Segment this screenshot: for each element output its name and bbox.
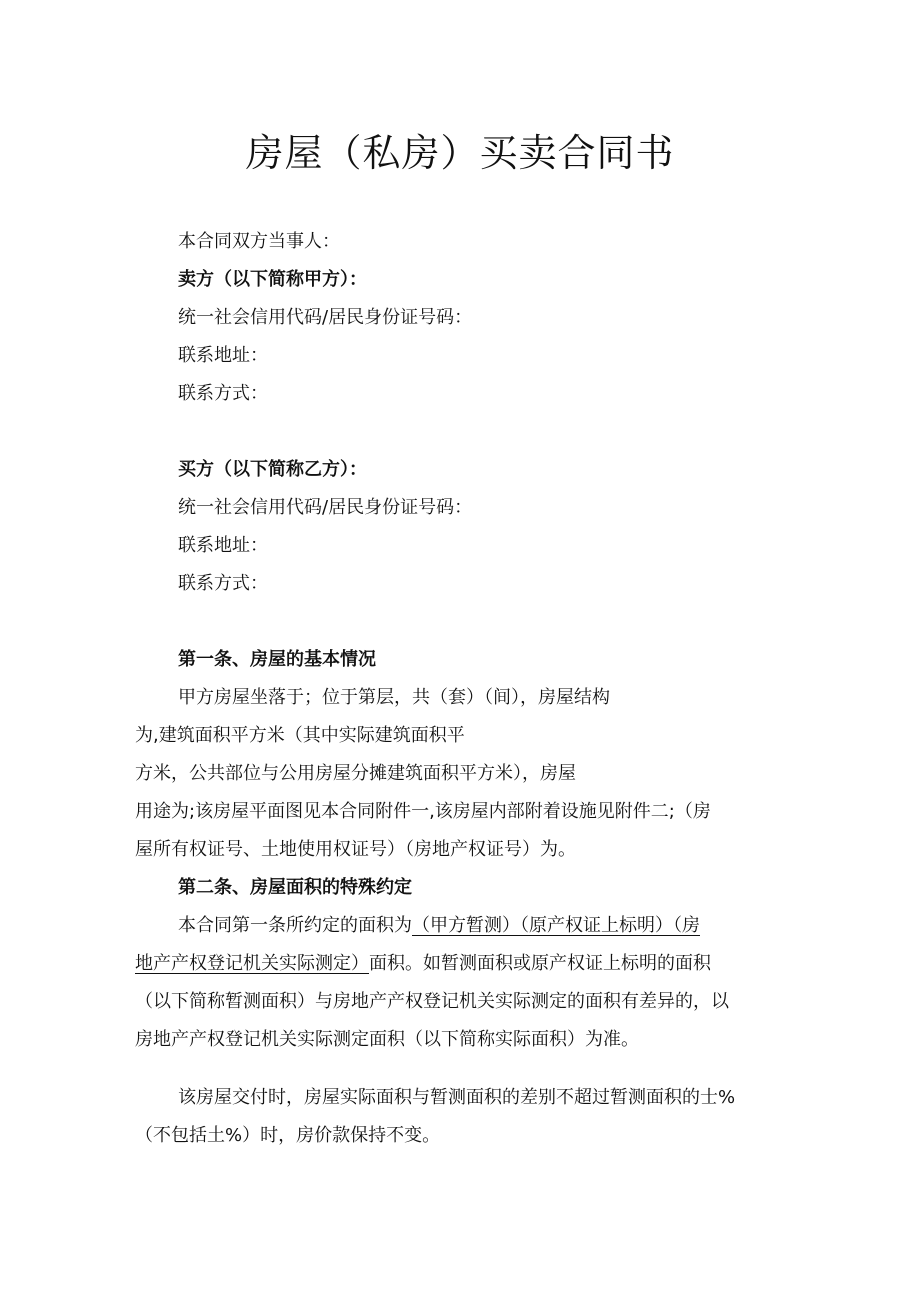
- article1-heading: 第一条、房屋的基本情况: [178, 649, 376, 670]
- article2-line2-underlined: 地产产权登记机关实际测定）: [135, 953, 369, 974]
- seller-address-label: 联系地址：: [178, 345, 268, 366]
- article2-line: [178, 913, 700, 939]
- article1-line: 甲方房屋坐落于；位于第层，共（套）（间），房屋结构: [178, 687, 610, 708]
- article1-line: 为,建筑面积平方米（其中实际建筑面积平: [135, 725, 465, 746]
- buyer-id-label: 统一社会信用代码/居民身份证号码：: [178, 497, 473, 518]
- article2-para2-line: 该房屋交付时，房屋实际面积与暂测面积的差别不超过暂测面积的士%: [178, 1087, 736, 1108]
- buyer-contact-label: 联系方式：: [178, 573, 268, 594]
- seller-contact-label: 联系方式：: [178, 383, 268, 404]
- article2-line2-suffix: 面积。如暂测面积或原产权证上标明的面积: [369, 953, 711, 974]
- parties-intro: 本合同双方当事人：: [178, 231, 340, 252]
- article2-heading: 第二条、房屋面积的特殊约定: [178, 877, 412, 898]
- buyer-address-label: 联系地址：: [178, 535, 268, 556]
- article2-para2-line: （不包括土%）时，房价款保持不变。: [135, 1125, 441, 1146]
- article1-line: 方米，公共部位与公用房屋分摊建筑面积平方米），房屋: [135, 763, 576, 784]
- seller-id-label: 统一社会信用代码/居民身份证号码：: [178, 307, 473, 328]
- article1-line: 用途为;该房屋平面图见本合同附件一,该房屋内部附着设施见附件二;（房: [135, 801, 711, 822]
- article1-line: 屋所有权证号、土地使用权证号）（房地产权证号）为。: [135, 839, 576, 860]
- article2-line1-underlined: （甲方暂测）（原产权证上标明）（房: [412, 915, 700, 936]
- document-title: 房屋（私房）买卖合同书: [245, 131, 675, 175]
- article2-line: [135, 951, 711, 977]
- article2-line: （以下简称暂测面积）与房地产产权登记机关实际测定的面积有差异的，以: [135, 991, 729, 1012]
- article2-line1-prefix: 本合同第一条所约定的面积为: [178, 915, 412, 936]
- article2-line: 房地产产权登记机关实际测定面积（以下简称实际面积）为准。: [135, 1029, 639, 1050]
- seller-heading: 卖方（以下简称甲方）：: [178, 269, 367, 290]
- buyer-heading: 买方（以下简称乙方）：: [178, 459, 367, 480]
